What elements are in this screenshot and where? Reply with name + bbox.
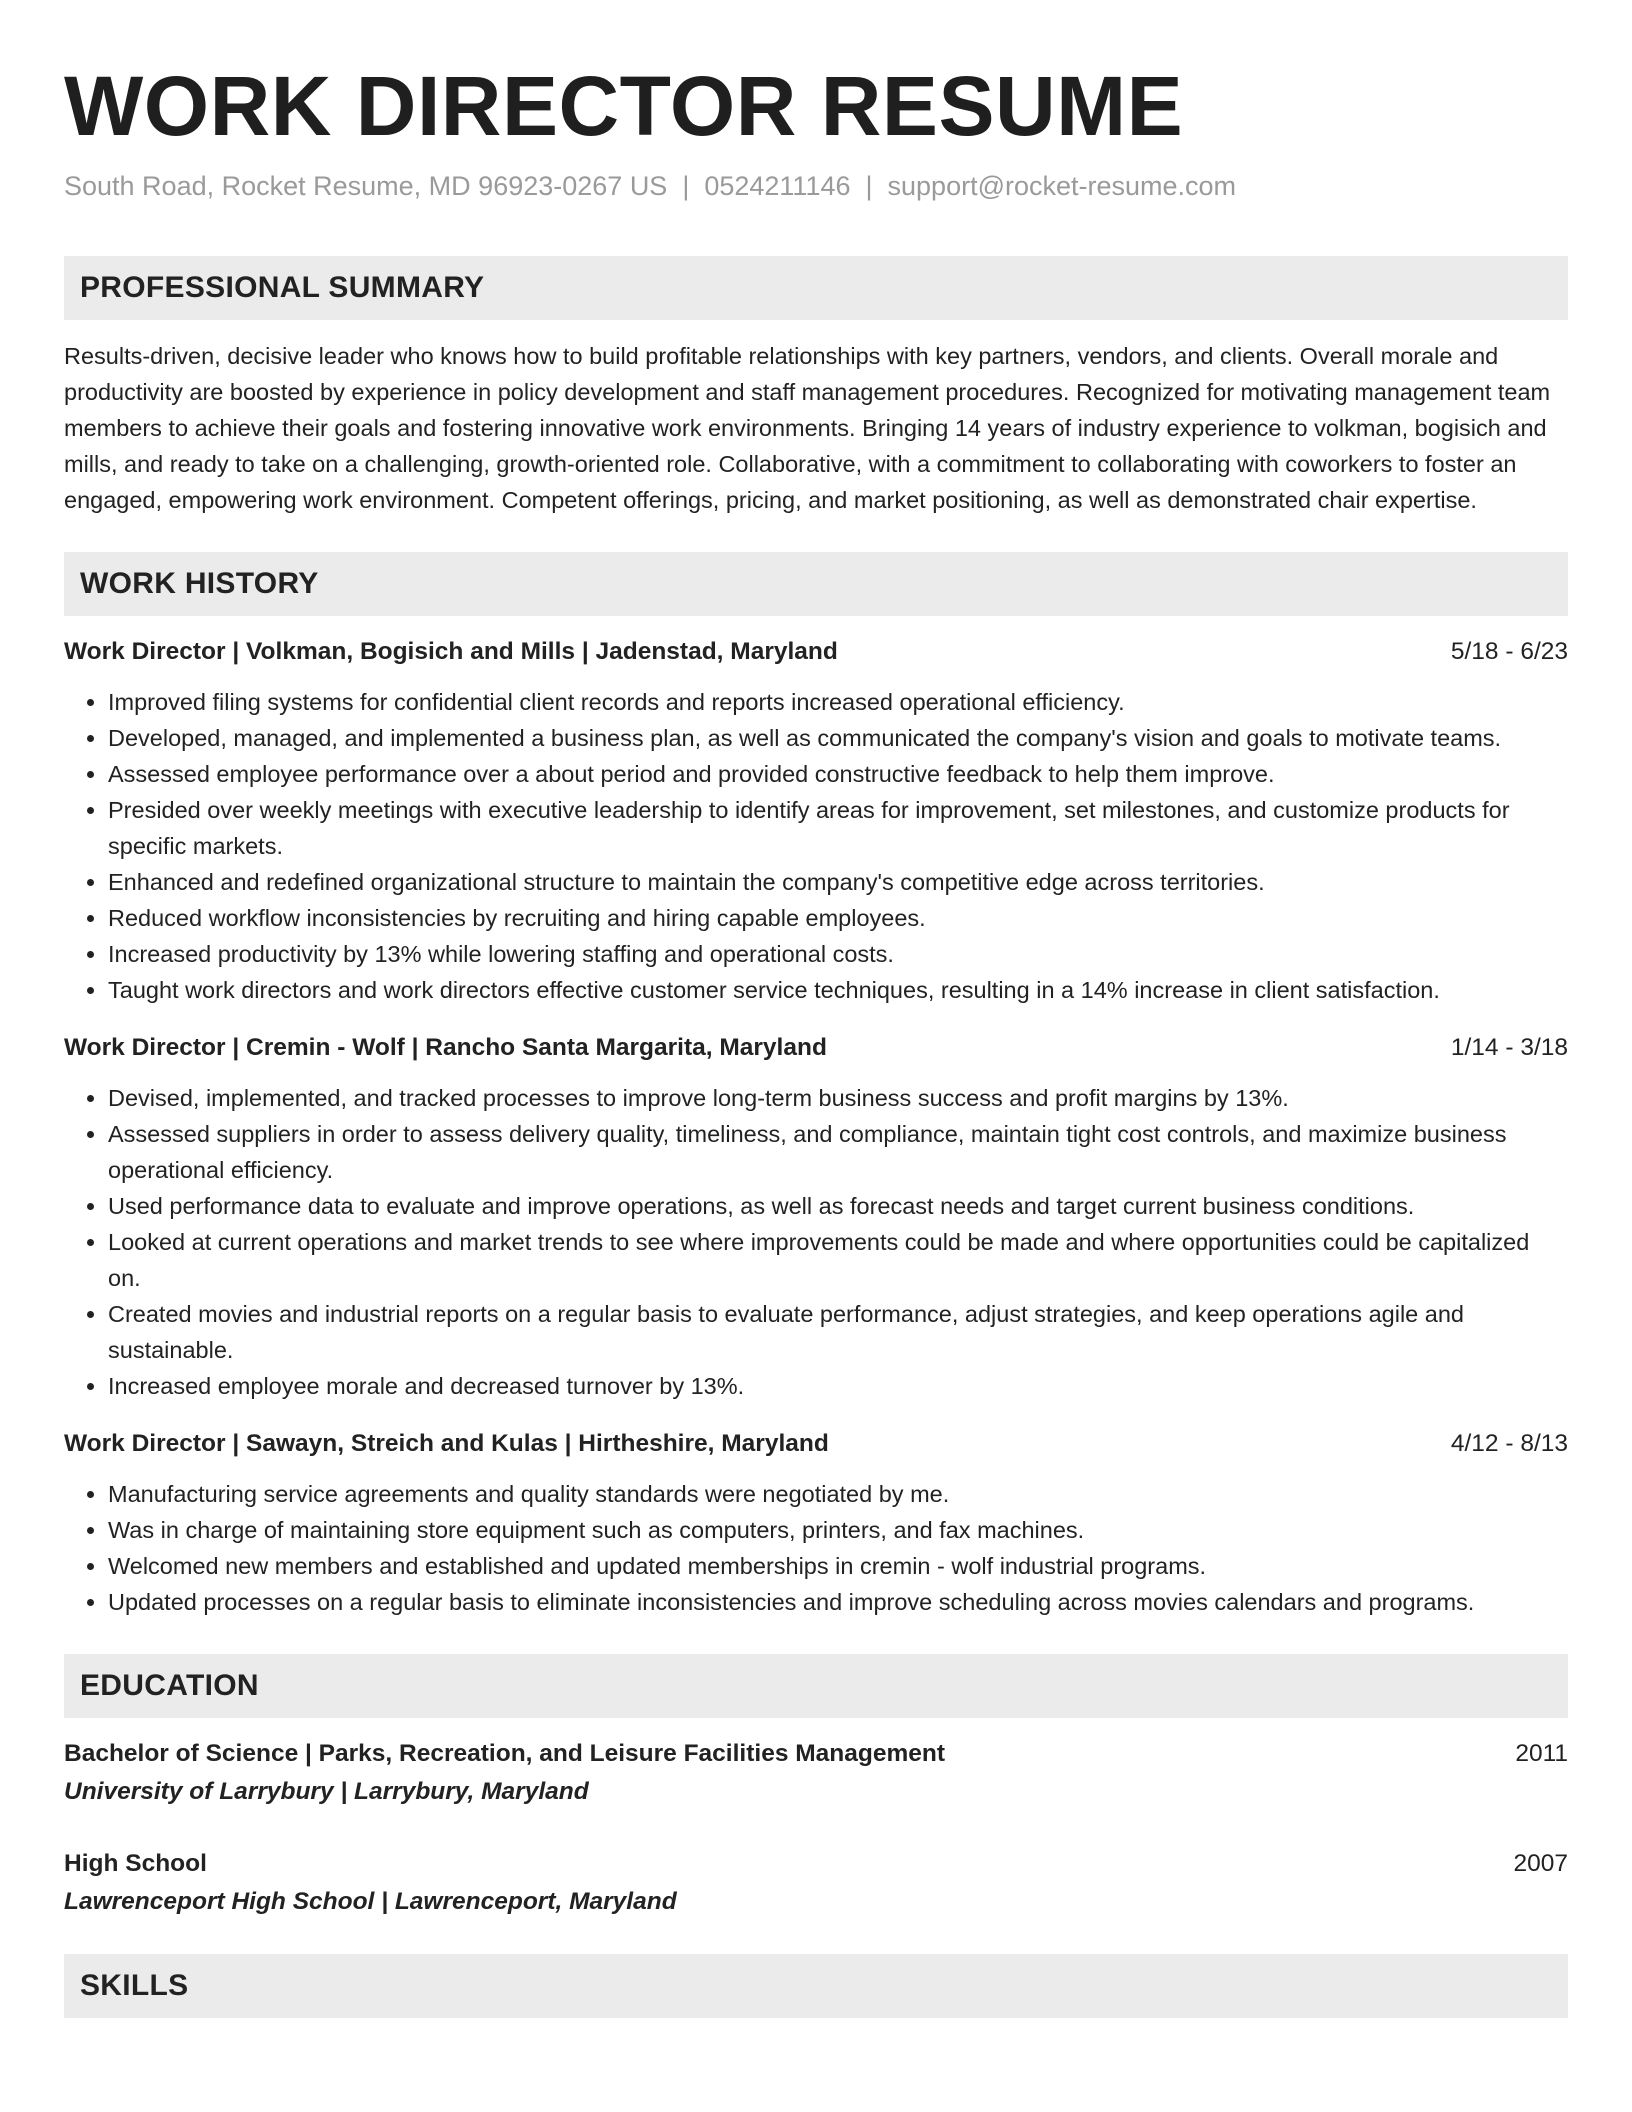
education-entry	[64, 1736, 1568, 1810]
job-bullet: • Increased productivity by 13% while lowering staffing and operational costs.	[108, 936, 1568, 972]
job-entry	[64, 1030, 1568, 1404]
education-year: 2011	[1515, 1740, 1568, 1767]
professional-summary-section	[64, 256, 1568, 518]
job-bullet: • Enhanced and redefined organizational structure to maintain the company's competitive edge across territories.	[108, 864, 1568, 900]
job-dates: 5/18 - 6/23	[1450, 638, 1568, 665]
education-section	[64, 1654, 1568, 1920]
section-heading-education: EDUCATION	[64, 1654, 1568, 1718]
education-school: University of Larrybury | Larrybury, Maryland	[64, 1778, 589, 1805]
job-header	[64, 1426, 1568, 1462]
job-title: Work Director | Sawayn, Streich and Kulas | Hirtheshire, Maryland	[64, 1430, 829, 1457]
job-header	[64, 1030, 1568, 1066]
job-bullet: • Created movies and industrial reports on a regular basis to evaluate performance, adjust strategies, and keep operations agile and sustainable.	[108, 1296, 1568, 1368]
job-bullet: • Taught work directors and work directors effective customer service techniques, resulting in a 14% increase in client satisfaction.	[108, 972, 1568, 1008]
job-bullet: • Was in charge of maintaining store equipment such as computers, printers, and fax machines.	[108, 1512, 1568, 1548]
job-bullet: • Devised, implemented, and tracked processes to improve long-term business success and profit margins by 13%.	[108, 1080, 1568, 1116]
job-bullet-list	[64, 684, 1568, 1008]
education-header	[64, 1846, 1568, 1882]
job-bullet: • Used performance data to evaluate and improve operations, as well as forecast needs and target current business conditions.	[108, 1188, 1568, 1224]
education-school: Lawrenceport High School | Lawrenceport, Maryland	[64, 1888, 677, 1915]
job-dates: 4/12 - 8/13	[1450, 1430, 1568, 1457]
job-bullet: • Reduced workflow inconsistencies by recruiting and hiring capable employees.	[108, 900, 1568, 936]
contact-separator: |	[865, 171, 873, 201]
job-bullet: • Increased employee morale and decreased turnover by 13%.	[108, 1368, 1568, 1404]
job-bullet: • Assessed suppliers in order to assess delivery quality, timeliness, and compliance, maintain tight cost controls, and maximize business operational efficiency.	[108, 1116, 1568, 1188]
summary-text: Results-driven, decisive leader who knows how to build profitable relationships with key partners, vendors, and clients. Overall morale and productivity are boosted by experience in policy development and staff management procedures. Recognized for motivating management team members to achieve their goals and fostering innovative work environments. Bringing 14 years of industry experience to volkman, bogisich and mills, and ready to take on a challenging, growth-oriented role. Collaborative, with a commitment to collaborating with coworkers to foster an engaged, empowering work environment. Competent offerings, pricing, and market positioning, as well as demonstrated chair expertise.	[64, 343, 1551, 513]
job-title: Work Director | Cremin - Wolf | Rancho Santa Margarita, Maryland	[64, 1034, 827, 1061]
job-entry	[64, 634, 1568, 1008]
contact-separator: |	[682, 171, 690, 201]
job-bullet-list	[64, 1476, 1568, 1620]
education-entry	[64, 1846, 1568, 1920]
contact-phone: 0524211146	[704, 171, 851, 201]
job-bullet-list	[64, 1080, 1568, 1404]
education-degree: High School	[64, 1850, 207, 1877]
section-heading-skills: SKILLS	[64, 1954, 1568, 2018]
job-bullet: • Welcomed new members and established and updated memberships in cremin - wolf industrial programs.	[108, 1548, 1568, 1584]
job-bullet: • Manufacturing service agreements and quality standards were negotiated by me.	[108, 1476, 1568, 1512]
job-entry	[64, 1426, 1568, 1620]
job-bullet: • Assessed employee performance over a about period and provided constructive feedback to help them improve.	[108, 756, 1568, 792]
resume-title: WORK DIRECTOR RESUME	[64, 59, 1184, 153]
job-bullet: • Looked at current operations and market trends to see where improvements could be made and where opportunities could be capitalized on.	[108, 1224, 1568, 1296]
contact-address: South Road, Rocket Resume, MD 96923-0267 US	[64, 171, 668, 201]
job-bullet: • Improved filing systems for confidential client records and reports increased operational efficiency.	[108, 684, 1568, 720]
job-header	[64, 634, 1568, 670]
job-dates: 1/14 - 3/18	[1450, 1034, 1568, 1061]
skills-section	[64, 1954, 1568, 2018]
job-bullet: • Presided over weekly meetings with executive leadership to identify areas for improvement, set milestones, and customize products for specific markets.	[108, 792, 1568, 864]
job-bullet: • Updated processes on a regular basis to eliminate inconsistencies and improve scheduling across movies calendars and programs.	[108, 1584, 1568, 1620]
education-year: 2007	[1513, 1850, 1568, 1877]
contact-email: support@rocket-resume.com	[887, 171, 1237, 201]
section-heading-work-history: WORK HISTORY	[64, 552, 1568, 616]
work-history-section	[64, 552, 1568, 1620]
job-bullet: • Developed, managed, and implemented a business plan, as well as communicated the company's vision and goals to motivate teams.	[108, 720, 1568, 756]
job-title: Work Director | Volkman, Bogisich and Mills | Jadenstad, Maryland	[64, 638, 838, 665]
education-degree: Bachelor of Science | Parks, Recreation, and Leisure Facilities Management	[64, 1740, 946, 1767]
contact-info	[64, 168, 1568, 204]
education-header	[64, 1736, 1568, 1772]
section-heading-summary: PROFESSIONAL SUMMARY	[64, 256, 1568, 320]
